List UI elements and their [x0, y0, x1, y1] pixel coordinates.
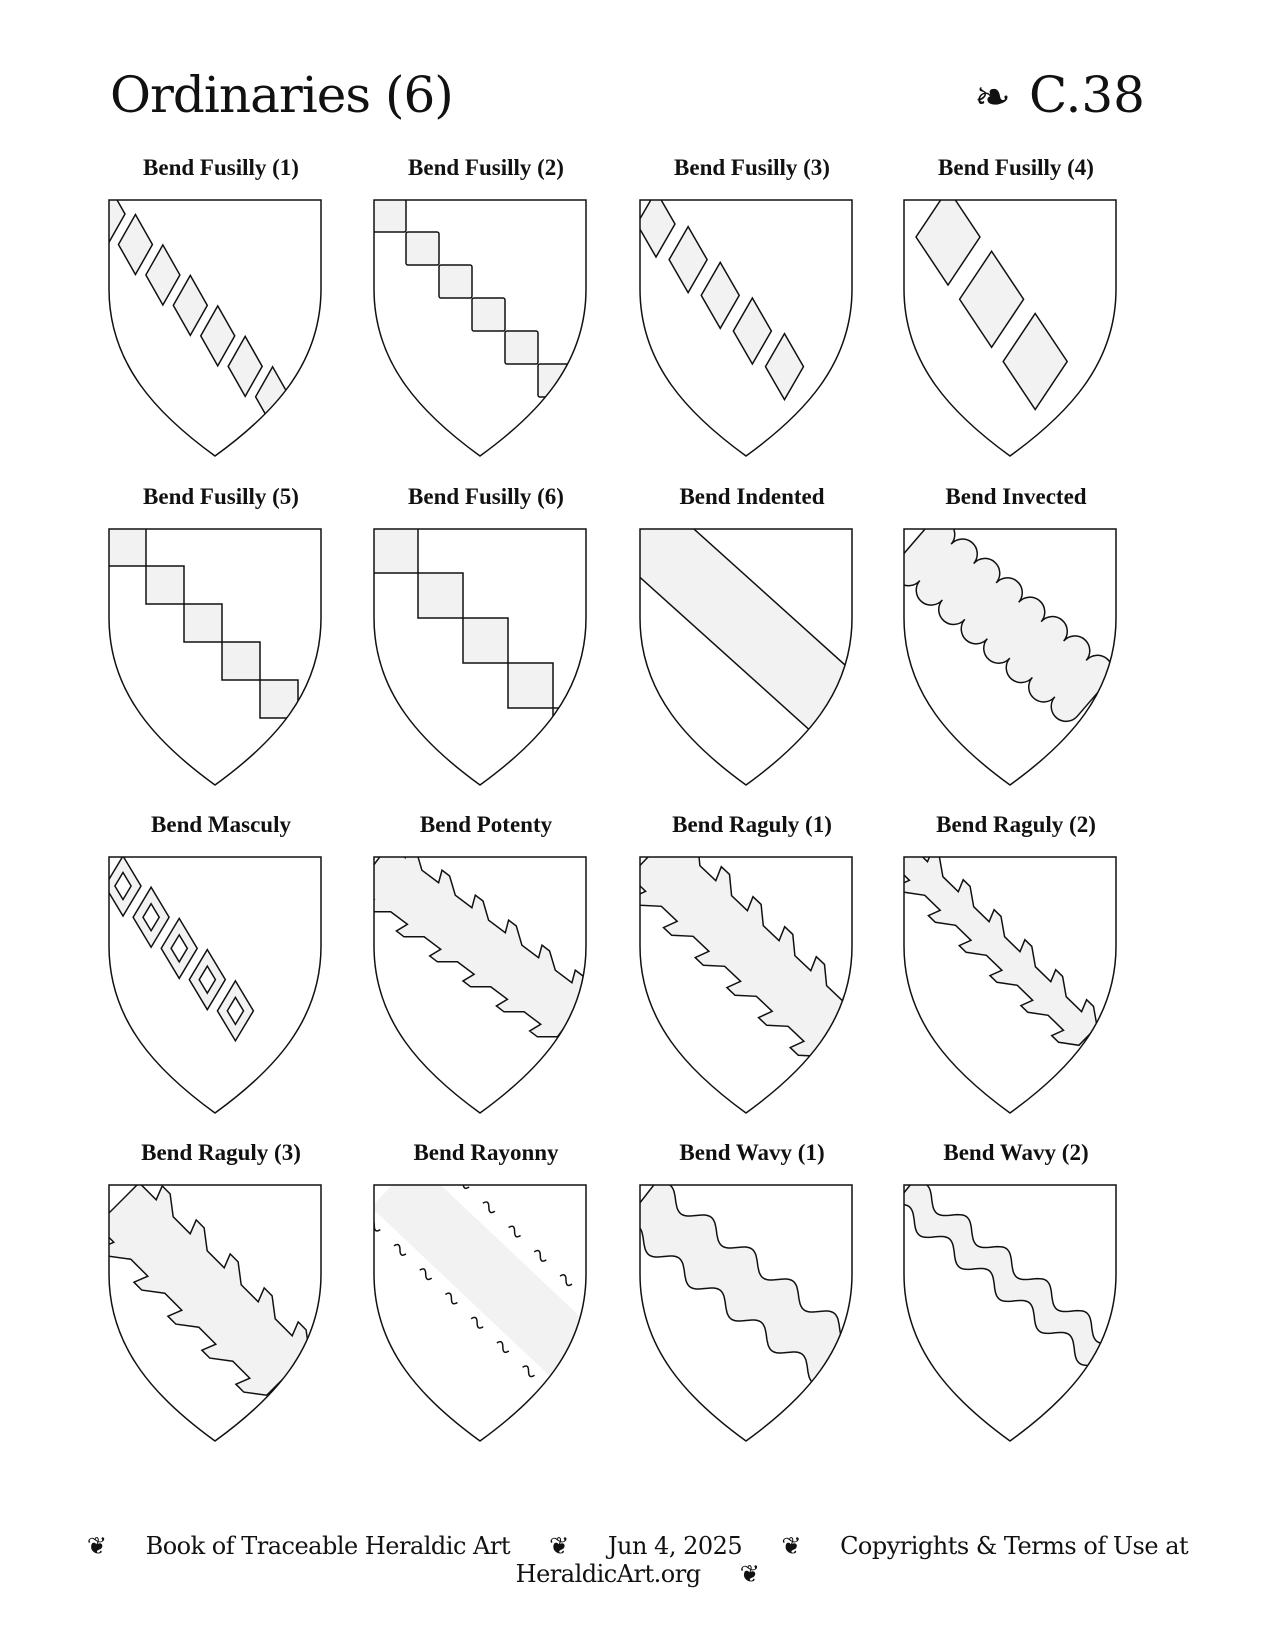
shield-cell: [348, 155, 624, 485]
shield-cell: [614, 484, 890, 814]
shield-drawing: [108, 1184, 322, 1442]
shield-label: Bend Invected: [945, 484, 1087, 509]
shield-drawing: [903, 528, 1117, 786]
shield-drawing: [639, 528, 853, 786]
shield-label: Bend Fusilly (4): [938, 155, 1094, 180]
footer-ornament-icon: ❦: [781, 1532, 801, 1560]
shield-cell: [614, 1140, 890, 1470]
shield-drawing: [903, 199, 1117, 457]
shield-label: Bend Fusilly (1): [143, 155, 299, 180]
footer-ornament-icon: ❦: [86, 1532, 107, 1560]
shield-drawing: [108, 528, 322, 786]
shield-cell: [878, 812, 1154, 1142]
footer-rights: Copyrights & Terms of Use at HeraldicArt.org: [515, 1532, 1189, 1588]
shield-cell: [348, 484, 624, 814]
shield-drawing: [639, 1184, 853, 1442]
shield-drawing: [639, 856, 853, 1114]
shield-cell: [878, 484, 1154, 814]
shield-drawing: [373, 856, 587, 1114]
shield-cell: [83, 812, 359, 1142]
page-title: Ordinaries (6): [110, 66, 453, 124]
footer: [0, 1532, 1275, 1588]
shield-drawing: [373, 528, 587, 786]
shield-cell: [348, 812, 624, 1142]
shield-cell: [83, 1140, 359, 1470]
shield-cell: [878, 155, 1154, 485]
shield-cell: [83, 484, 359, 814]
footer-ornament-icon: ❦: [549, 1532, 569, 1560]
footer-ornament-icon: ❦: [739, 1560, 760, 1588]
shield-label: Bend Rayonny: [413, 1140, 559, 1165]
shield-drawing: [373, 199, 587, 457]
plate-code: C.38: [1029, 66, 1145, 124]
shield-label: Bend Masculy: [151, 812, 291, 837]
shield-cell: [614, 812, 890, 1142]
footer-book-title: Book of Traceable Heraldic Art: [145, 1532, 510, 1560]
leaf-ornament-icon: ❧: [974, 72, 1011, 123]
shield-drawing: [373, 1184, 587, 1442]
shield-cell: [83, 155, 359, 485]
shield-label: Bend Wavy (2): [943, 1140, 1089, 1165]
shield-label: Bend Potenty: [419, 812, 553, 837]
shield-drawing: [108, 856, 322, 1114]
shield-drawing: [903, 1184, 1117, 1442]
shield-label: Bend Fusilly (2): [408, 155, 564, 180]
shield-cell: [614, 155, 890, 485]
shield-label: Bend Wavy (1): [679, 1140, 825, 1165]
shield-cell: [348, 1140, 624, 1470]
shield-label: Bend Indented: [679, 484, 825, 509]
footer-date: Jun 4, 2025: [607, 1532, 743, 1560]
shield-label: Bend Fusilly (6): [408, 484, 564, 509]
shield-drawing: [903, 856, 1117, 1114]
shield-drawing: [639, 199, 853, 457]
shield-label: Bend Fusilly (3): [674, 155, 830, 180]
shield-label: Bend Raguly (2): [936, 812, 1096, 837]
shield-drawing: [108, 199, 322, 457]
shield-label: Bend Raguly (3): [141, 1140, 301, 1165]
shield-cell: [878, 1140, 1154, 1470]
shield-label: Bend Raguly (1): [672, 812, 832, 837]
shield-label: Bend Fusilly (5): [143, 484, 299, 509]
